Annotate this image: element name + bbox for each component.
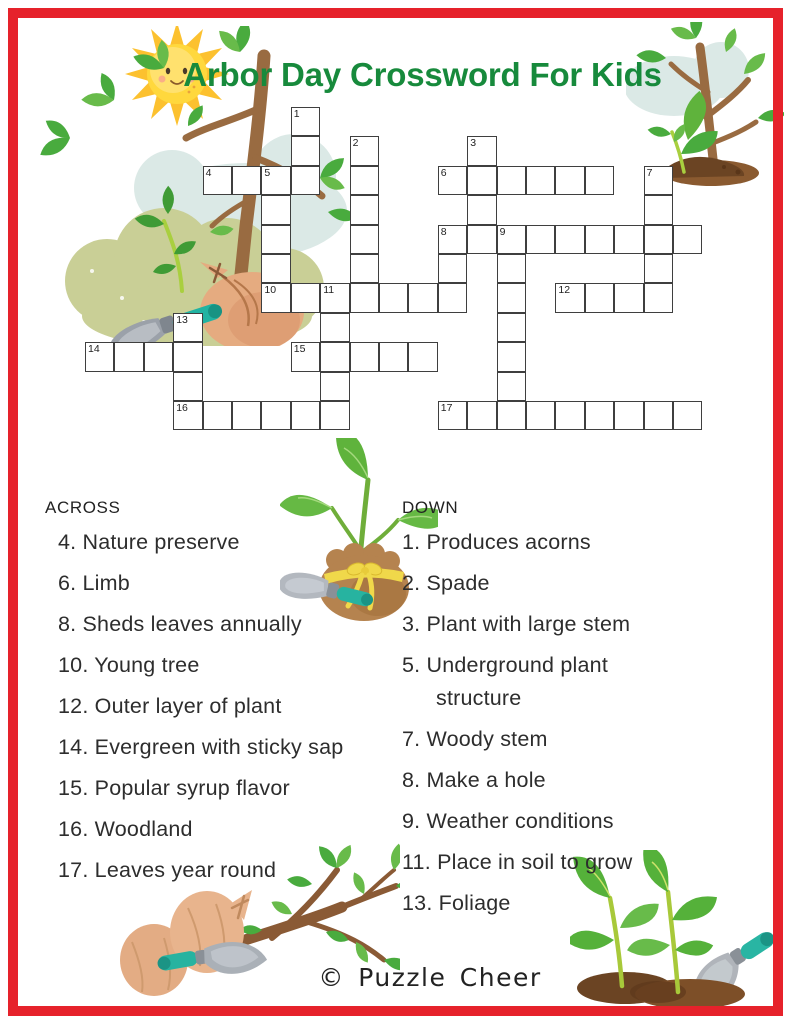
grid-cell[interactable] <box>232 401 261 430</box>
grid-cell[interactable] <box>555 401 584 430</box>
grid-cell[interactable] <box>497 283 526 312</box>
cell-number: 15 <box>293 343 306 356</box>
cell-number: 17 <box>440 402 453 414</box>
grid-cell[interactable] <box>291 166 320 195</box>
grid-cell[interactable] <box>644 166 673 195</box>
grid-cell[interactable] <box>261 283 290 312</box>
grid-cell[interactable] <box>585 225 614 254</box>
grid-cell[interactable] <box>114 342 143 371</box>
grid-cell[interactable] <box>497 342 526 371</box>
clue-down-5: 5. Underground plant structure <box>402 653 609 710</box>
grid-cell[interactable] <box>203 166 232 195</box>
grid-cell[interactable] <box>350 254 379 283</box>
cell-number: 14 <box>88 343 100 356</box>
down-clue-list <box>402 526 694 928</box>
grid-cell[interactable] <box>232 166 261 195</box>
cell-number: 4 <box>205 166 212 179</box>
across-header: ACROSS <box>45 498 121 517</box>
grid-cell[interactable] <box>144 342 173 371</box>
grid-cell[interactable] <box>497 372 526 401</box>
grid-cell[interactable] <box>438 401 467 430</box>
grid-cell[interactable] <box>173 401 202 430</box>
cell-number: 11 <box>323 284 335 297</box>
grid-cell[interactable] <box>85 342 114 371</box>
sapling-leaves <box>280 438 438 534</box>
grid-cell[interactable] <box>350 195 379 224</box>
cell-number: 5 <box>264 166 271 179</box>
grid-cell[interactable] <box>673 401 702 430</box>
grid-cell[interactable] <box>438 225 467 254</box>
clue-across-12: 12. Outer layer of plant <box>58 694 282 718</box>
grid-cell[interactable] <box>467 166 496 195</box>
grid-cell[interactable] <box>614 401 643 430</box>
clue-down-1: 1. Produces acorns <box>402 530 591 554</box>
grid-cell[interactable] <box>350 225 379 254</box>
cell-number: 6 <box>440 166 447 179</box>
clue-down-2: 2. Spade <box>402 571 490 595</box>
grid-cell[interactable] <box>467 225 496 254</box>
cell-number: 12 <box>558 284 571 297</box>
grid-cell[interactable] <box>320 313 349 342</box>
grid-cell[interactable] <box>261 401 290 430</box>
grid-cell[interactable] <box>438 283 467 312</box>
copyright-text: © Puzzle Cheer <box>318 963 542 992</box>
grid-cell[interactable] <box>291 283 320 312</box>
grid-cell[interactable] <box>497 254 526 283</box>
grid-cell[interactable] <box>379 342 408 371</box>
grid-cell[interactable] <box>555 225 584 254</box>
cell-number: 2 <box>352 137 359 150</box>
grid-cell[interactable] <box>261 166 290 195</box>
grid-cell[interactable] <box>291 107 320 136</box>
grid-cell[interactable] <box>555 283 584 312</box>
grid-cell[interactable] <box>261 254 290 283</box>
clue-down-3: 3. Plant with large stem <box>402 612 631 636</box>
grid-cell[interactable] <box>320 342 349 371</box>
clue-down-7: 7. Woody stem <box>402 727 548 751</box>
grid-cell[interactable] <box>526 401 555 430</box>
clue-down-8: 8. Make a hole <box>402 768 546 792</box>
clue-across-8: 8. Sheds leaves annually <box>58 612 302 636</box>
grid-cell[interactable] <box>467 136 496 165</box>
grid-cell[interactable] <box>203 401 232 430</box>
cell-number: 9 <box>499 225 506 238</box>
clue-across-16: 16. Woodland <box>58 817 193 841</box>
grid-cell[interactable] <box>173 342 202 371</box>
grid-cell[interactable] <box>526 166 555 195</box>
clue-down-11: 11. Place in soil to grow <box>402 850 633 874</box>
grid-cell[interactable] <box>585 283 614 312</box>
grid-cell[interactable] <box>644 401 673 430</box>
grid-cell[interactable] <box>526 225 555 254</box>
grid-cell[interactable] <box>644 254 673 283</box>
grid-cell[interactable] <box>291 401 320 430</box>
crossword-grid <box>85 107 702 430</box>
grid-cell[interactable] <box>555 166 584 195</box>
cell-number: 7 <box>646 166 653 179</box>
cell-number: 13 <box>176 313 188 326</box>
grid-cell[interactable] <box>644 283 673 312</box>
clue-down-9: 9. Weather conditions <box>402 809 614 833</box>
grid-cell[interactable] <box>350 166 379 195</box>
clue-across-17: 17. Leaves year round <box>58 858 277 882</box>
grid-cell[interactable] <box>173 313 202 342</box>
grid-cell[interactable] <box>291 342 320 371</box>
grid-cell[interactable] <box>614 283 643 312</box>
clue-across-4: 4. Nature preserve <box>58 530 240 554</box>
clue-across-10: 10. Young tree <box>58 653 200 677</box>
grid-cell[interactable] <box>320 283 349 312</box>
grid-cell[interactable] <box>644 225 673 254</box>
grid-cell[interactable] <box>291 136 320 165</box>
clue-across-6: 6. Limb <box>58 571 130 595</box>
grid-cell[interactable] <box>438 166 467 195</box>
down-header: DOWN <box>402 498 459 517</box>
grid-cell[interactable] <box>467 401 496 430</box>
grid-cell[interactable] <box>408 342 437 371</box>
cell-number: 1 <box>293 108 300 120</box>
grid-cell[interactable] <box>467 195 496 224</box>
grid-cell[interactable] <box>497 166 526 195</box>
grid-cell[interactable] <box>644 195 673 224</box>
grid-cell[interactable] <box>261 195 290 224</box>
clue-across-14: 14. Evergreen with sticky sap <box>58 735 344 759</box>
across-clue-list <box>58 526 390 895</box>
cell-number: 3 <box>470 137 477 150</box>
grid-cell[interactable] <box>350 136 379 165</box>
cell-number: 8 <box>440 225 447 238</box>
grid-cell[interactable] <box>350 283 379 312</box>
grid-cell[interactable] <box>438 254 467 283</box>
grid-cell[interactable] <box>320 372 349 401</box>
grid-cell[interactable] <box>173 372 202 401</box>
grid-cell[interactable] <box>585 401 614 430</box>
grid-cell[interactable] <box>379 283 408 312</box>
grid-cell[interactable] <box>497 313 526 342</box>
cell-number: 10 <box>264 284 277 297</box>
cell-number: 16 <box>176 402 188 414</box>
grid-cell[interactable] <box>350 342 379 371</box>
grid-cell[interactable] <box>585 166 614 195</box>
grid-cell[interactable] <box>673 225 702 254</box>
grid-cell[interactable] <box>497 225 526 254</box>
grid-cell[interactable] <box>614 225 643 254</box>
clue-across-15: 15. Popular syrup flavor <box>58 776 290 800</box>
grid-cell[interactable] <box>320 401 349 430</box>
grid-cell[interactable] <box>497 401 526 430</box>
grid-cell[interactable] <box>261 225 290 254</box>
page-title: Arbor Day Crossword For Kids <box>183 56 662 94</box>
clue-down-13: 13. Foliage <box>402 891 511 915</box>
grid-cell[interactable] <box>408 283 437 312</box>
